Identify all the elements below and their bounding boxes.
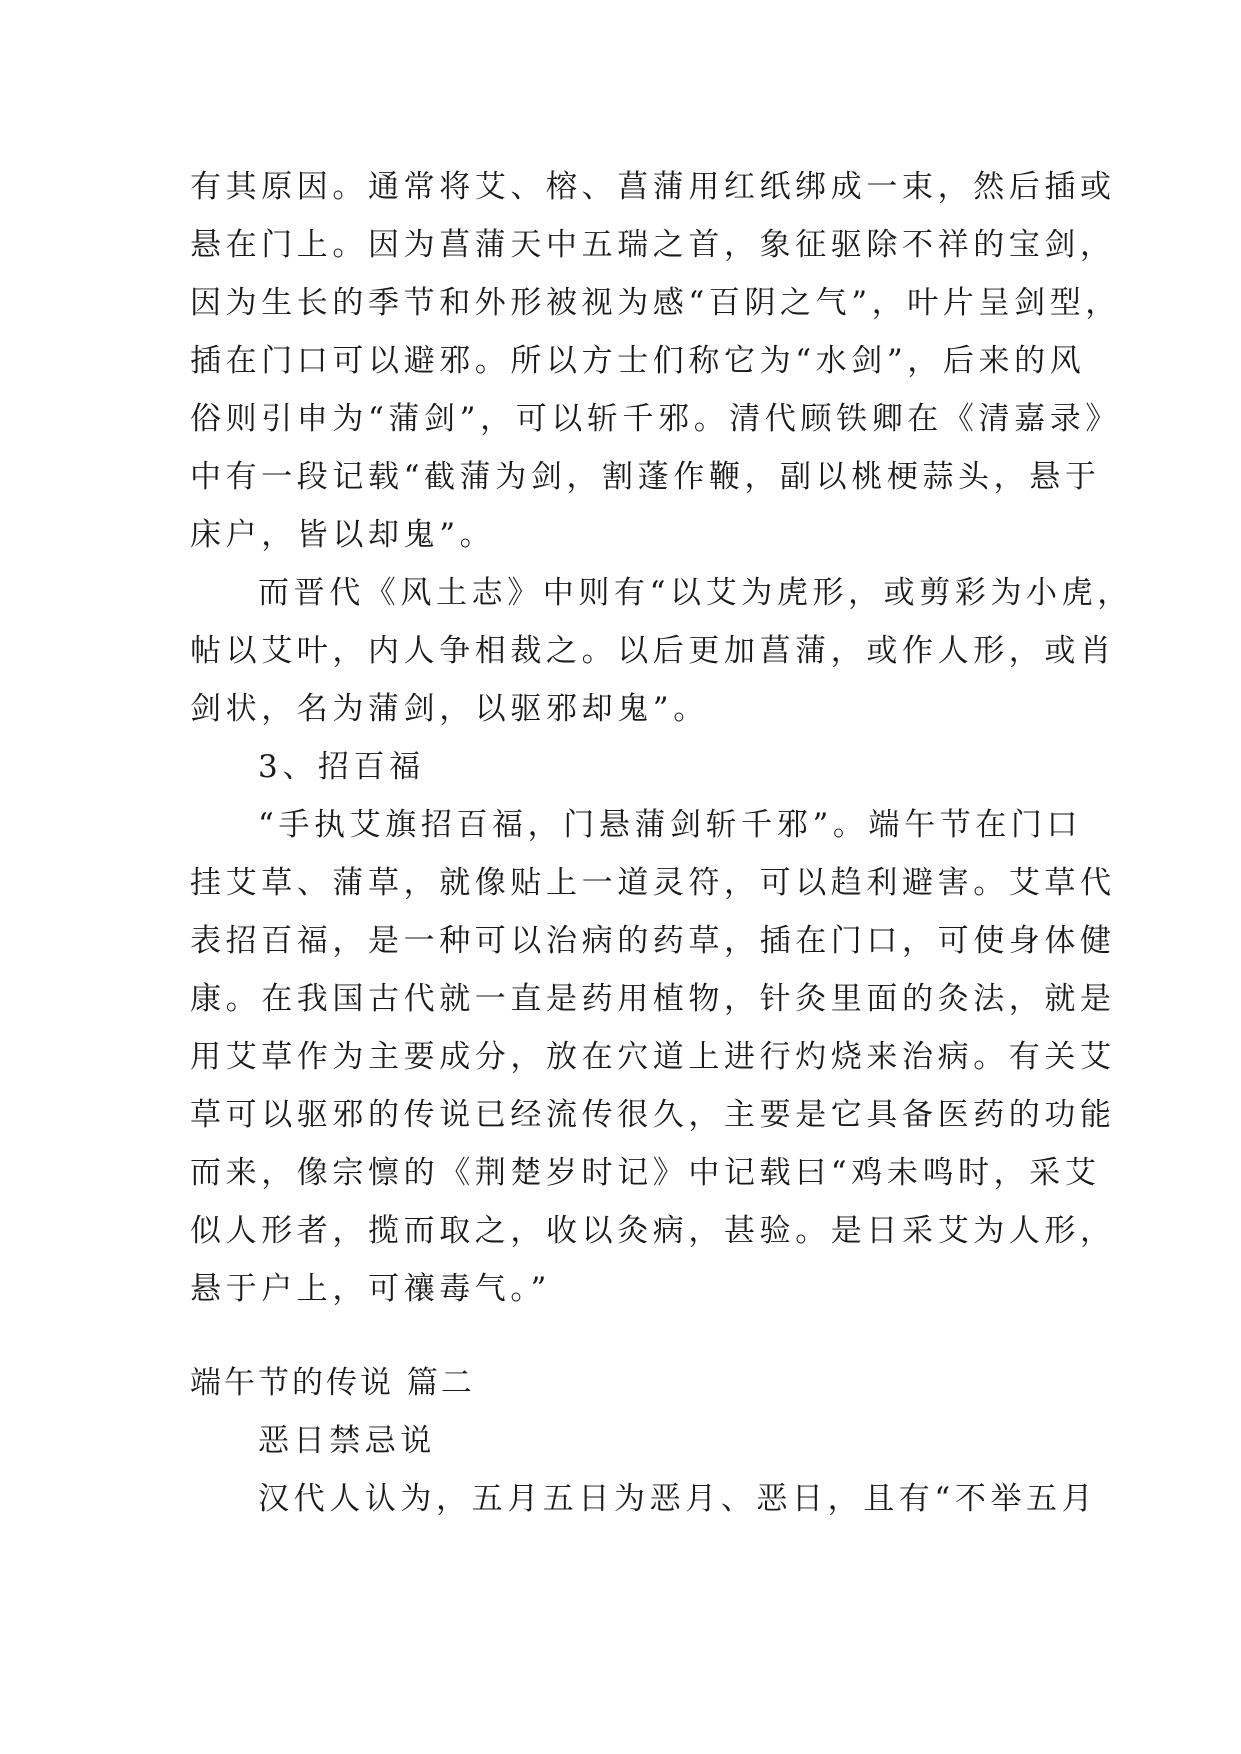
text-line: 而来，像宗懔的《荆楚岁时记》中记载曰“鸡未鸣时，采艾 bbox=[190, 1155, 1101, 1191]
text-line: 有其原因。通常将艾、榕、菖蒲用红纸绑成一束，然后插或 bbox=[190, 169, 1116, 205]
paragraph-start-line: “手执艾旗招百福，门悬蒲剑斩千邪”。端午节在门口 bbox=[258, 807, 1083, 843]
text-line: 草可以驱邪的传说已经流传很久，主要是它具备医药的功能 bbox=[190, 1097, 1116, 1133]
section-title: 端午节的传说 篇二 bbox=[190, 1365, 475, 1401]
paragraph-start-line: 汉代人认为，五月五日为恶月、恶日，且有“不举五月 bbox=[258, 1481, 1098, 1517]
text-line: 因为生长的季节和外形被视为感“百阴之气”，叶片呈剑型， bbox=[190, 285, 1121, 321]
text-line: 悬于户上，可禳毒气。” bbox=[190, 1271, 551, 1307]
text-line: 康。在我国古代就一直是药用植物，针灸里面的灸法，就是 bbox=[190, 981, 1116, 1017]
text-line: 插在门口可以避邪。所以方士们称它为“水剑”，后来的风 bbox=[190, 343, 1086, 379]
text-line: 挂艾草、蒲草，就像贴上一道灵符，可以趋利避害。艾草代 bbox=[190, 865, 1116, 901]
text-line: 悬在门上。因为菖蒲天中五瑞之首，象征驱除不祥的宝剑， bbox=[190, 227, 1116, 263]
text-line: 似人形者，揽而取之，收以灸病，甚验。是日采艾为人形， bbox=[190, 1213, 1116, 1249]
text-line: 用艾草作为主要成分，放在穴道上进行灼烧来治病。有关艾 bbox=[190, 1039, 1116, 1075]
paragraph-start-line: 而晋代《风土志》中则有“以艾为虎形，或剪彩为小虎， bbox=[258, 575, 1133, 611]
subheading-line: 3、招百福 bbox=[258, 749, 425, 785]
text-line: 中有一段记载“截蒲为剑，割蓬作鞭，副以桃梗蒜头，悬于 bbox=[190, 459, 1101, 495]
text-line: 俗则引申为“蒲剑”，可以斩千邪。清代顾铁卿在《清嘉录》 bbox=[190, 401, 1121, 437]
text-line: 帖以艾叶，内人争相裁之。以后更加菖蒲，或作人形，或肖 bbox=[190, 633, 1116, 669]
text-line: 表招百福，是一种可以治病的药草，插在门口，可使身体健 bbox=[190, 923, 1116, 959]
section-subtitle: 恶日禁忌说 bbox=[258, 1423, 436, 1459]
text-line: 剑状，名为蒲剑，以驱邪却鬼”。 bbox=[190, 691, 709, 727]
document-body bbox=[190, 158, 1133, 1528]
text-line: 床户，皆以却鬼”。 bbox=[190, 517, 496, 553]
